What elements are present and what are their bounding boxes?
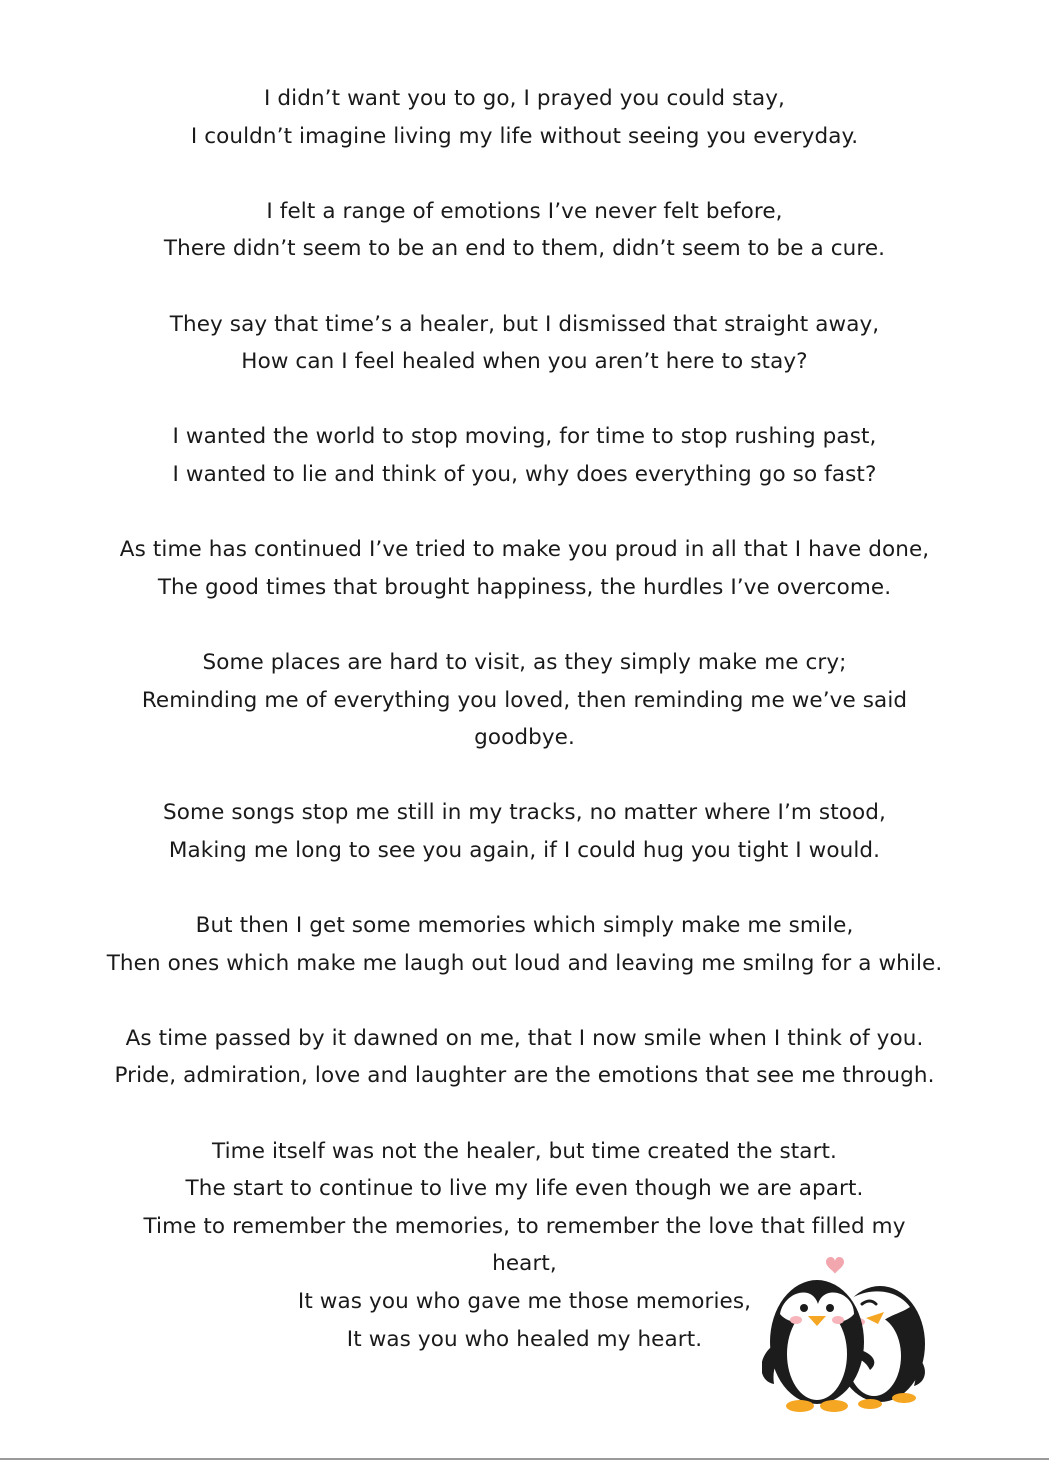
poem-line: Time itself was not the healer, but time created the start. xyxy=(212,1138,837,1164)
hugging-penguins-icon xyxy=(762,1252,932,1417)
poem-line: But then I get some memories which simply make me smile, xyxy=(195,913,854,939)
poem-line: How can I feel healed when you aren’t here to stay? xyxy=(241,349,808,375)
heart-icon xyxy=(826,1257,844,1274)
poem-line: They say that time’s a healer, but I dismissed that straight away, xyxy=(169,311,880,337)
poem-line: heart, xyxy=(492,1251,557,1277)
poem-line: Then ones which make me laugh out loud and leaving me smilng for a while. xyxy=(106,950,943,976)
poem-line: Time to remember the memories, to remember the love that filled my xyxy=(143,1213,906,1239)
poem-line: It was you who healed my heart. xyxy=(346,1326,703,1352)
poem-stanza xyxy=(60,418,989,493)
poem-line: Reminding me of everything you loved, then reminding me we’ve said xyxy=(141,687,908,713)
poem-line: I couldn’t imagine living my life without seeing you everyday. xyxy=(190,123,859,149)
poem-stanza xyxy=(60,794,989,869)
poem-body xyxy=(60,80,989,1396)
poem-stanza xyxy=(60,80,989,155)
poem-stanza xyxy=(60,907,989,982)
poem-line: The good times that brought happiness, the hurdles I’ve overcome. xyxy=(157,574,892,600)
poem-line: Making me long to see you again, if I could hug you tight I would. xyxy=(168,837,881,863)
poem-line: Pride, admiration, love and laughter are the emotions that see me through. xyxy=(114,1063,935,1089)
poem-line: I wanted the world to stop moving, for time to stop rushing past, xyxy=(172,424,877,450)
poem-line: As time passed by it dawned on me, that I now smile when I think of you. xyxy=(125,1025,924,1051)
poem-line: As time has continued I’ve tried to make you proud in all that I have done, xyxy=(119,537,930,563)
poem-stanza xyxy=(60,193,989,268)
poem-stanza xyxy=(60,531,989,606)
poem-line: There didn’t seem to be an end to them, didn’t seem to be a cure. xyxy=(163,236,886,262)
poem-stanza xyxy=(60,1020,989,1095)
poem-stanza xyxy=(60,306,989,381)
poem-line: goodbye. xyxy=(474,725,575,751)
poem-line: I didn’t want you to go, I prayed you could stay, xyxy=(264,86,785,111)
poem-line: It was you who gave me those memories, xyxy=(297,1289,752,1314)
poem-line: Some places are hard to visit, as they simply make me cry; xyxy=(202,649,847,675)
poem-line: The start to continue to live my life even though we are apart. xyxy=(185,1176,864,1202)
poem-stanza xyxy=(60,644,989,757)
poem-line: Some songs stop me still in my tracks, no matter where I’m stood, xyxy=(163,800,886,826)
poem-line: I felt a range of emotions I’ve never felt before, xyxy=(266,198,783,224)
poem-line: I wanted to lie and think of you, why does everything go so fast? xyxy=(172,461,877,487)
